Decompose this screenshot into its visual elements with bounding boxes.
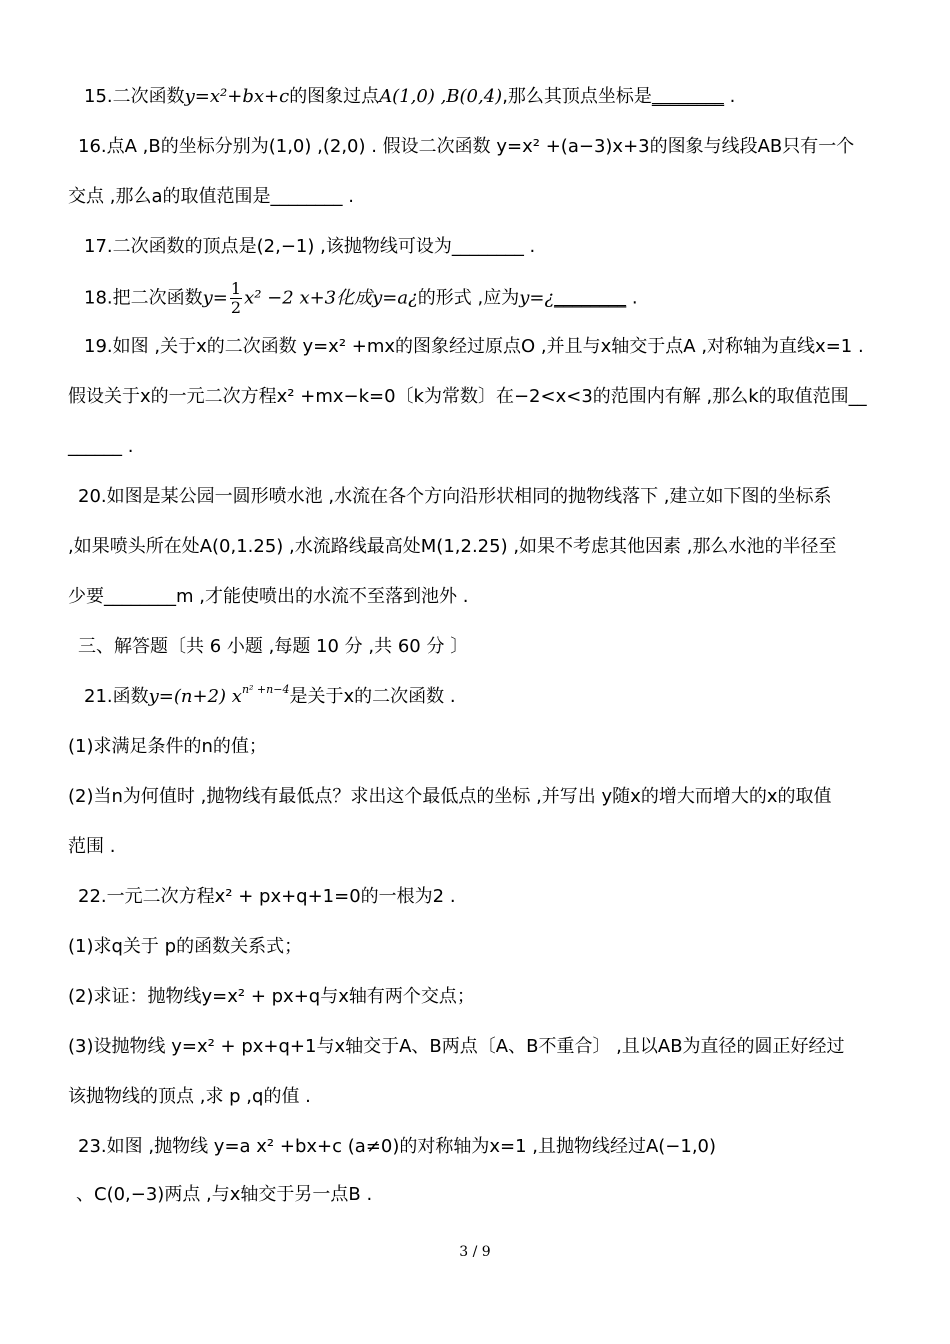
question-22-part-1: (1)求q关于 p的函数关系式； bbox=[68, 936, 303, 957]
question-15: 15.二次函数y=x²+bx+c的图象过点A(1,0) ,B(0,4),那么其顶点坐标是________ . bbox=[84, 86, 736, 107]
question-19-line-2: 假设关于x的一元二次方程x² +mx−k=0〔k为常数〕在−2<x<3的范围内有解 ,那么k的取值范围__ bbox=[68, 386, 867, 407]
question-22-part-3-line-1: (3)设抛物线 y=x² + px+q+1与x轴交于A、B两点〔A、B不重合〕 ,且以AB为直径的圆正好经过 bbox=[68, 1036, 845, 1057]
question-16-line-2: 交点 ,那么a的取值范围是________ . bbox=[68, 186, 354, 207]
answer-blank[interactable]: ________ bbox=[651, 86, 724, 107]
question-20-line-3: 少要________m ,才能使喷出的水流不至落到池外 . bbox=[68, 586, 469, 607]
fraction-one-half: $\frac{1}{2}$ bbox=[230, 279, 242, 317]
question-19-line-1: 19.如图 ,关于x的二次函数 y=x² +mx的图象经过原点O ,并且与x轴交于点A ,对称轴为直线x=1 . bbox=[84, 336, 864, 357]
answer-blank[interactable]: ________ bbox=[554, 287, 627, 309]
question-16-line-1: 16.点A ,B的坐标分别为(1,0) ,(2,0) . 假设二次函数 y=x² +(a−3)x+3的图象与线段AB只有一个 bbox=[78, 136, 855, 157]
question-21-part-2-line-1: (2)当n为何值时 ,抛物线有最低点？求出这个最低点的坐标 ,并写出 y随x的增大而增大的x的取值 bbox=[68, 786, 832, 807]
section-heading: 三、解答题〔共 6 小题 ,每题 10 分 ,共 60 分 〕 bbox=[78, 636, 469, 657]
question-21: 21.函数y=(n+2) $x^{n^2 +n-4}$是关于x的二次函数 . bbox=[84, 683, 456, 707]
question-18: 18.把二次函数y= $\frac{1}{2}$ x² −2 x+3化成y=a¿的形式 ,应为y=¿________ . bbox=[84, 279, 638, 317]
question-17: 17.二次函数的顶点是(2,−1) ,该抛物线可设为________ . bbox=[84, 236, 536, 257]
question-20-line-2: ,如果喷头所在处A(0,1.25) ,水流路线最高处M(1,2.25) ,如果不考虑其他因素 ,那么水池的半径至 bbox=[68, 536, 837, 557]
question-21-part-1: (1)求满足条件的n的值； bbox=[68, 736, 267, 757]
question-19-line-3: ______ . bbox=[68, 436, 134, 457]
question-20-line-1: 20.如图是某公园一圆形喷水池 ,水流在各个方向沿形状相同的抛物线落下 ,建立如下图的坐标系 bbox=[78, 486, 832, 507]
page-number: 3 / 9 bbox=[459, 1244, 491, 1260]
question-23-line-1: 23.如图 ,抛物线 y=a x² +bx+c (a≠0)的对称轴为x=1 ,且抛物线经过A(−1,0) bbox=[78, 1136, 717, 1157]
question-22: 22.一元二次方程x² + px+q+1=0的一根为2 . bbox=[78, 886, 456, 907]
question-22-part-3-line-2: 该抛物线的顶点 ,求 p ,q的值 . bbox=[68, 1086, 311, 1107]
question-21-part-2-line-2: 范围 . bbox=[68, 836, 116, 857]
question-23-line-2: 、C(0,−3)两点 ,与x轴交于另一点B . bbox=[76, 1184, 373, 1205]
question-22-part-2: (2)求证：抛物线y=x² + px+q与x轴有两个交点； bbox=[68, 986, 475, 1007]
